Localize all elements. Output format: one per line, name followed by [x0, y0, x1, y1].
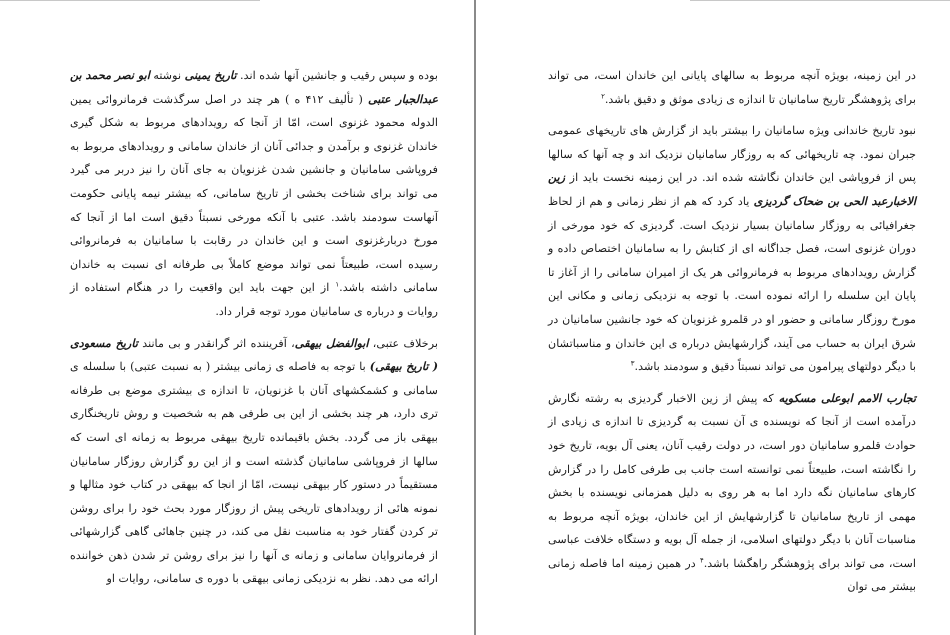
text-run: ، آفریننده اثر گرانقدر و بی مانند [137, 336, 295, 350]
text-run: یاد کرد که هم از نظر زمانی و هم از لحاظ جغرافیائی به روزگار سامانیان بسیار نزدیک است. گردیزی که خود مورخی از دوران غزنوی است، فصل جداگانه ای از کتابش را به سامانیان اختصاص داده و گزارش رویدادهای مربوط به فرمانروائی هر یک از امیران سامانی را از آغاز تا پایان این سلسله را ارائه نموده است. با توجه به نزدیکی زمانی و مکانی این مورخ روزگار سامانی و حضور او در قلمرو غزنویان که خود جانشین سامانیان در شرق ایران به حساب می آیند، گزارشهایش درباره ی این خاندان و مناسباتشان با دیگر دولتهای پیرامون می تواند نسبتاً دقیق و سودمند باشد. [548, 194, 916, 374]
text-run: نوشته [149, 69, 185, 82]
text-run: که پیش از زین الاخبار گردیزی به رشته نگارش درآمده است از آنجا که نویسنده ی آن نسبت به گردیزی تا اندازه ی زیادی از حوادث قلمرو سامانیان دور است، در دولت رقیب آنان، یعنی آل بویه، تاریخ خود را نگاشته است، طبیعتاً نمی توانسته است جانب بی طرفی کامل را در گزارش کارهای سامانیان نگه دارد اما به هر روی به دلیل همزمانی نویسنده با بخش مهمی از تاریخ سامانیان تا گزارشهایش از این خاندان، بویژه آنچه مربوط به مناسبات آنان با دیگر دولتهای اسلامی، از جمله آل بویه و دستگاه خلافت عباسی است، می تواند برای پژوهشگر راهگشا باشد. [548, 391, 916, 570]
text-run: در این زمینه، بویژه آنچه مربوط به سالهای پایانی این خاندان است، می تواند برای پژوهشگر تاریخ سامانیان تا اندازه ی زیادی موثق و دقیق باشد. [548, 69, 916, 106]
paragraph [548, 64, 916, 111]
footnote-ref: ۲ [601, 91, 605, 100]
right-top-rule [690, 0, 950, 1]
bold-title: تاریخ یمینی [184, 68, 237, 82]
paragraph [70, 332, 438, 592]
text-run: در همین زمینه اما فاصله زمانی بیشتر می توان [548, 556, 916, 594]
paragraph [70, 64, 438, 324]
footnote-ref: ۳ [630, 359, 635, 368]
bold-title: ابوالفضل بیهقی [294, 335, 369, 350]
left-page [70, 64, 438, 624]
text-run: با توجه به فاصله ی زمانی بیشتر ( به نسبت عتبی) با سلسله ی سامانی و کشمکشهای آنان با غزنویان، تا اندازه ی بیشتری موضع بی طرفانه تری دارد، هر چند بخشی از این بی طرفی هم به شخصیت و روش تاریخنگاری بیهقی باز می گردد. بخش باقیمانده تاریخ بیهقی مربوط به زمانه ای است که سالها از فروپاشی سامانیان گذشته است و از این رو گزارش روزگار سامانیان مستقیماً در دستور کار بیهقی نیست، امّا از انجا که بیهقی در کتاب خود مثالها و نمونه هائی از رویدادهای تاریخی پیش از روزگار مورد بحث خود را برای روشن تر کردن گفتار خود به مناسبت نقل می کند، در چنین جاهائی گاهی گزارشهائی از فرمانروایان سامانی و زمانه ی آنها را نیز برای روشن تر شدن ذهن خواننده ارائه می دهد. نظر به نزدیکی زمانی بیهقی با دوره ی سامانی، روایات او [70, 360, 438, 586]
footnote-ref: ۴ [699, 556, 704, 565]
text-run: نبود تاریخ خاندانی ویژه سامانیان را بیشتر باید از گزارش های تاریخهای عمومی جبران نمود. چه تاریخهائی که به روزگار سامانیان نزدیک اند و چه آنها که سالها پس از فروپاشی این خاندان نگاشته شده اند. در این زمینه نخست باید از [548, 124, 916, 185]
page-gutter [474, 0, 476, 635]
bold-title: ابو نصر محمد بن عبدالجبار عتبی [70, 68, 439, 106]
text-run: ( تألیف ۴۱۲ ه ) هر چند در اصل سرگذشت فرمانروائی یمین الدوله محمود غزنوی است، امّا از آنجا که رویدادهای مربوط به شکل گیری خاندان غزنوی و برآمدن و جدائی آنان از خاندان سامانی و رویدادهای مربوط به فروپاشی سامانیان و جانشین شدن غزنویان به جای آنان را نیز دربر می گیرد می تواند برای شناخت بخشی از تاریخ سامانی، که بیشتر نیمه پایانی حکومت آنهاست سودمند باشد. عتبی با آنکه مورخی نسبتاً دقیق است اما از آنجا که مورخ دربارغزنوی است و این خاندان در رقابت با سامانیان به فرمانروائی رسیده است، طبیعتاً نمی تواند موضع کاملاً بی طرفانه ای نسبت به خاندان سامانی داشته باشد. [70, 92, 438, 295]
bold-title: تاریخ مسعودی ( تاریخ بیهقی) [70, 335, 438, 374]
bold-title: زین الاخبارعبد الحی بن ضحاک گردیزی [548, 170, 916, 208]
text-run: از این جهت باید این واقعیت را در هنگام استفاده از روایات و درباره ی سامانیان مورد توجه قرار داد. [70, 281, 438, 318]
left-top-rule [0, 0, 260, 1]
right-page [548, 64, 916, 624]
footnote-ref: ۱ [335, 280, 340, 289]
paragraph [548, 387, 916, 599]
text-run: بوده و سپس رقیب و جانشین آنها شده اند. [236, 69, 439, 82]
text-run: برخلاف عتبی، [368, 336, 438, 350]
bold-title: تجارب الامم ابوعلی مسکویه [778, 390, 916, 405]
paragraph [548, 119, 916, 379]
